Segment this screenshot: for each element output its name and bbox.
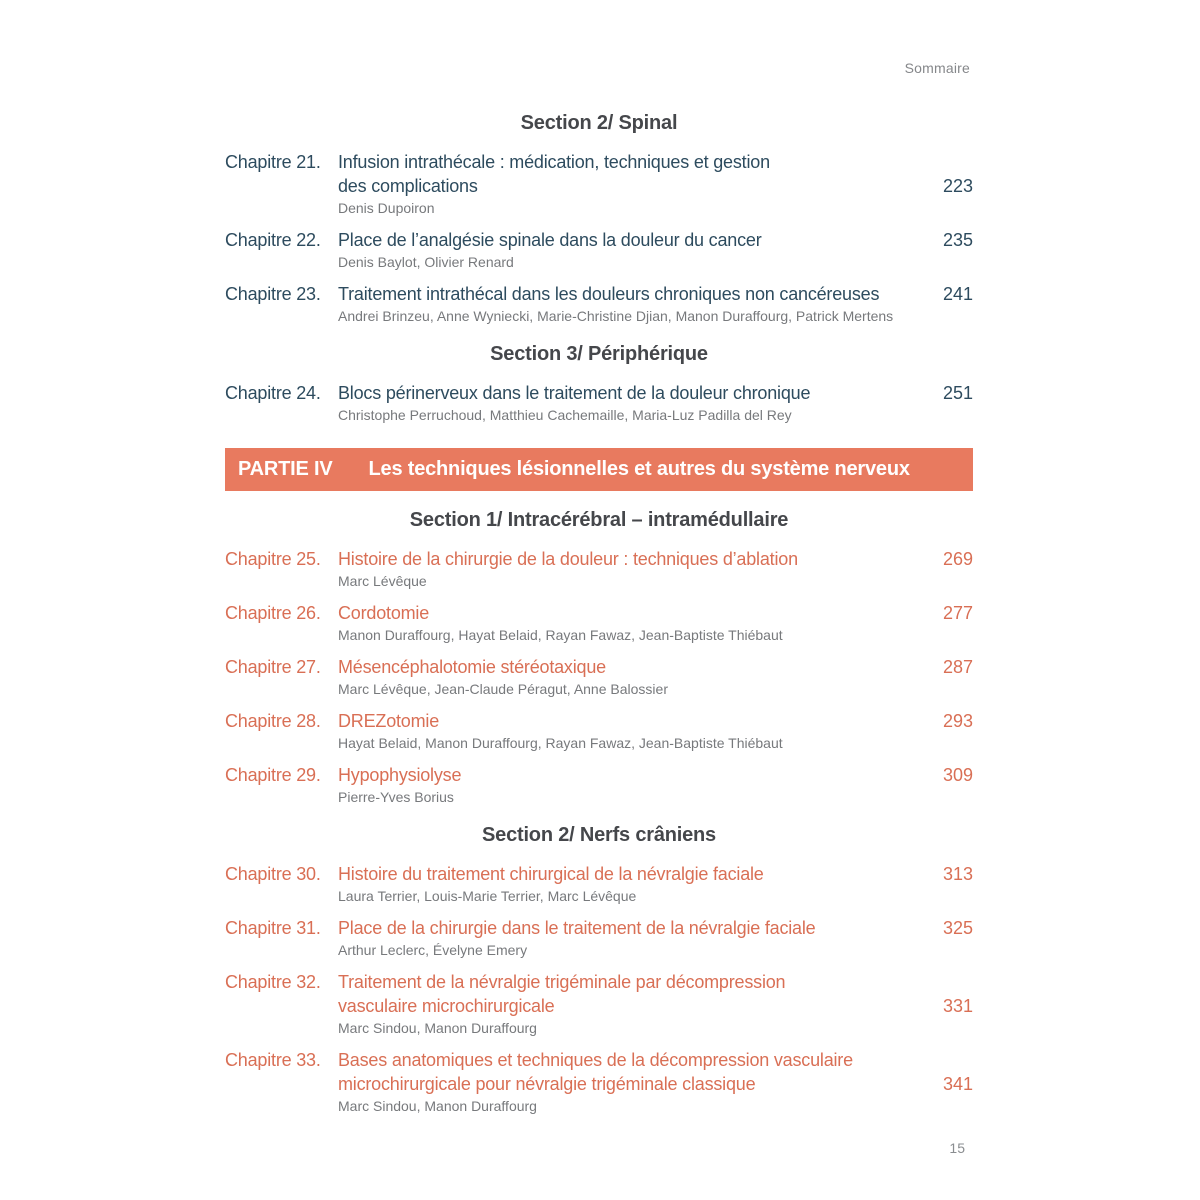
toc-entry-chapitre-31 — [225, 916, 973, 959]
toc-content — [225, 94, 973, 1126]
chapter-title: Hypophysiolyse — [338, 765, 462, 785]
toc-entry-chapitre-28 — [225, 709, 973, 752]
chapter-label: Chapitre 26. — [225, 603, 321, 623]
chapter-page-number: 277 — [942, 603, 973, 623]
toc-entry-chapitre-21 — [225, 150, 973, 217]
part-banner-title: Les techniques lésionnelles et autres du système nerveux — [368, 458, 910, 480]
part-banner-label: PARTIE IV — [238, 458, 333, 480]
chapter-authors: Marc Sindou, Manon Duraffourg — [338, 1020, 537, 1036]
chapter-label: Chapitre 29. — [225, 765, 321, 785]
chapter-title-line2: microchirurgicale pour névralgie trigéminale classique — [338, 1074, 756, 1094]
header-sommaire: Sommaire — [904, 60, 970, 76]
chapter-title: Bases anatomiques et techniques de la décompression vasculaire — [338, 1050, 853, 1070]
toc-entry-chapitre-32 — [225, 970, 973, 1037]
chapter-label: Chapitre 32. — [225, 972, 321, 992]
toc-entry-chapitre-26 — [225, 601, 973, 644]
toc-entry-chapitre-33 — [225, 1048, 973, 1115]
chapter-authors: Pierre-Yves Borius — [338, 789, 454, 805]
chapter-label: Chapitre 31. — [225, 918, 321, 938]
chapter-label: Chapitre 21. — [225, 152, 321, 172]
toc-entry-chapitre-29 — [225, 763, 973, 806]
chapter-page-number: 269 — [942, 549, 973, 569]
chapter-title: Mésencéphalotomie stéréotaxique — [338, 657, 606, 677]
chapter-page-number: 293 — [942, 711, 973, 731]
chapter-title: Infusion intrathécale : médication, techniques et gestion — [338, 152, 770, 172]
part-banner — [225, 448, 973, 491]
chapter-authors: Andrei Brinzeu, Anne Wyniecki, Marie-Christine Djian, Manon Duraffourg, Patrick Mertens — [338, 308, 894, 324]
toc-entry-chapitre-25 — [225, 547, 973, 590]
chapter-title: Histoire du traitement chirurgical de la névralgie faciale — [338, 864, 764, 884]
chapter-title: Cordotomie — [338, 603, 430, 623]
chapter-label: Chapitre 27. — [225, 657, 321, 677]
chapter-authors: Marc Lévêque, Jean-Claude Péragut, Anne Balossier — [338, 681, 668, 697]
chapter-page-number: 241 — [942, 284, 973, 304]
chapter-label: Chapitre 28. — [225, 711, 321, 731]
chapter-page-number: 331 — [942, 996, 973, 1016]
chapter-title-line2: vasculaire microchirurgicale — [338, 996, 555, 1016]
chapter-label: Chapitre 23. — [225, 284, 321, 304]
chapter-title: Traitement de la névralgie trigéminale par décompression — [338, 972, 786, 992]
chapter-page-number: 325 — [942, 918, 973, 938]
chapter-authors: Marc Lévêque — [338, 573, 427, 589]
chapter-authors: Marc Sindou, Manon Duraffourg — [338, 1098, 537, 1114]
chapter-authors: Manon Duraffourg, Hayat Belaid, Rayan Fawaz, Jean-Baptiste Thiébaut — [338, 627, 783, 643]
chapter-label: Chapitre 25. — [225, 549, 321, 569]
toc-entry-chapitre-27 — [225, 655, 973, 698]
chapter-title: DREZotomie — [338, 711, 440, 731]
chapter-page-number: 341 — [942, 1074, 973, 1094]
chapter-page-number: 251 — [942, 383, 973, 403]
chapter-title: Blocs périnerveux dans le traitement de la douleur chronique — [338, 383, 811, 403]
chapter-page-number: 287 — [942, 657, 973, 677]
toc-entry-chapitre-30 — [225, 862, 973, 905]
chapter-page-number: 223 — [942, 176, 973, 196]
chapter-page-number: 235 — [942, 230, 973, 250]
chapter-label: Chapitre 33. — [225, 1050, 321, 1070]
toc-entry-chapitre-23 — [225, 282, 973, 325]
toc-entry-chapitre-24 — [225, 381, 973, 424]
chapter-label: Chapitre 22. — [225, 230, 321, 250]
section-heading-spinal: Section 2/ Spinal — [520, 112, 678, 134]
chapter-page-number: 313 — [942, 864, 973, 884]
chapter-authors: Arthur Leclerc, Évelyne Emery — [338, 942, 528, 958]
chapter-label: Chapitre 24. — [225, 383, 321, 403]
section-heading-peripherique: Section 3/ Périphérique — [490, 343, 708, 365]
chapter-title: Place de la chirurgie dans le traitement de la névralgie faciale — [338, 918, 816, 938]
toc-entry-chapitre-22 — [225, 228, 973, 271]
section-heading-intracerebral: Section 1/ Intracérébral – intramédullaire — [409, 509, 789, 531]
chapter-authors: Laura Terrier, Louis-Marie Terrier, Marc Lévêque — [338, 888, 637, 904]
chapter-page-number: 309 — [942, 765, 973, 785]
chapter-title: Traitement intrathécal dans les douleurs chroniques non cancéreuses — [338, 284, 880, 304]
chapter-label: Chapitre 30. — [225, 864, 321, 884]
chapter-title: Histoire de la chirurgie de la douleur : techniques d’ablation — [338, 549, 798, 569]
chapter-title: Place de l’analgésie spinale dans la douleur du cancer — [338, 230, 762, 250]
chapter-authors: Denis Baylot, Olivier Renard — [338, 254, 514, 270]
chapter-authors: Christophe Perruchoud, Matthieu Cachemaille, Maria-Luz Padilla del Rey — [338, 407, 792, 423]
page-number: 15 — [949, 1140, 965, 1156]
chapter-authors: Denis Dupoiron — [338, 200, 435, 216]
chapter-title-line2: des complications — [338, 176, 478, 196]
section-heading-nerfs-craniens: Section 2/ Nerfs crâniens — [482, 824, 716, 846]
chapter-authors: Hayat Belaid, Manon Duraffourg, Rayan Fawaz, Jean-Baptiste Thiébaut — [338, 735, 783, 751]
